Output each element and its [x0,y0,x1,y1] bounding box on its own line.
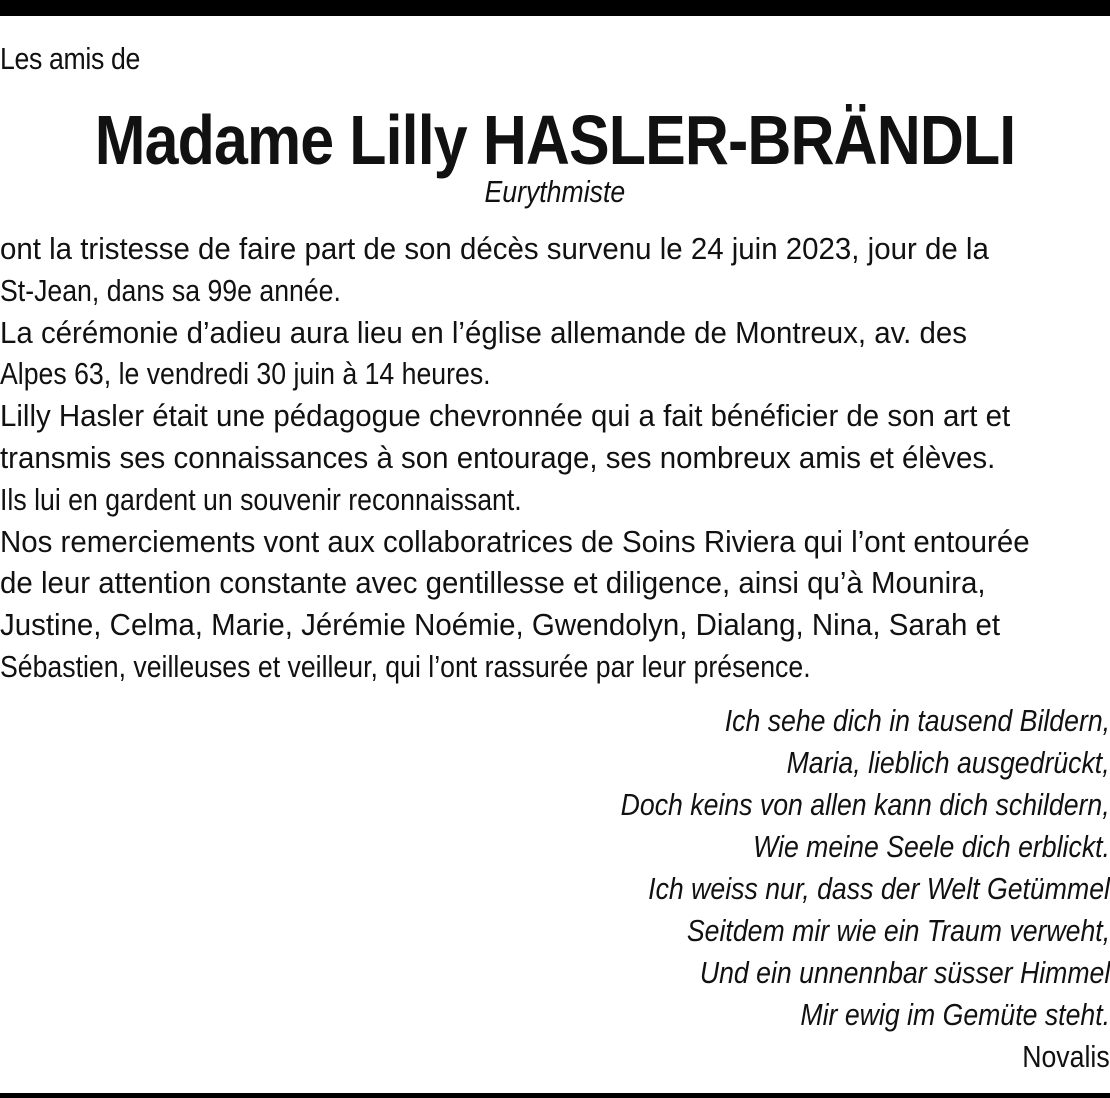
poem-line [0,952,1110,994]
body-line-text: Justine, Celma, Marie, Jérémie Noémie, Gwendolyn, Dialang, Nina, Sarah et [0,607,1001,643]
poem-line [0,742,1110,784]
poem-line [0,994,1110,1036]
announcement-body [0,228,1110,688]
poem-author [0,1036,1110,1078]
body-line [0,562,1110,604]
body-line-text: La cérémonie d’adieu aura lieu en l’église allemande de Montreux, av. des [0,314,967,350]
bottom-border-rule [0,1093,1110,1098]
body-line-text: ont la tristesse de faire part de son décès survenu le 24 juin 2023, jour de la [0,231,989,266]
body-line [0,479,1110,521]
profession [0,172,1110,212]
deceased-name-text: Madame Lilly HASLER-BRÄNDLI [94,101,1016,179]
deceased-name [0,102,1110,178]
poem-line [0,784,1110,826]
body-line-text: Nos remerciements vont aux collaboratrices de Soins Riviera qui l’ont entourée [0,523,1030,559]
body-line-text: Lilly Hasler était une pédagogue chevronnée qui a fait bénéficier de son art et [0,398,1011,434]
poem-author-text: Novalis [1022,1039,1110,1074]
body-line [0,521,1110,563]
body-line-text: Sébastien, veilleuses et veilleur, qui l’ont rassurée par leur présence. [0,648,811,684]
poem-line-text: Seitdem mir wie ein Traum verweht, [686,913,1110,948]
body-line [0,270,1110,312]
body-line [0,353,1110,395]
body-line [0,604,1110,646]
poem-line-text: Doch keins von allen kann dich schildern, [620,787,1110,822]
body-line [0,312,1110,354]
poem-line [0,700,1110,742]
poem [0,700,1110,1078]
poem-line-text: Mir ewig im Gemüte steht. [800,997,1110,1032]
body-line [0,437,1110,479]
poem-line [0,910,1110,952]
body-line [0,228,1110,270]
top-border-rule [0,0,1110,16]
body-line-text: Ils lui en gardent un souvenir reconnaissant. [0,481,522,517]
body-line-text: Alpes 63, le vendredi 30 juin à 14 heures. [0,356,491,392]
intro-text: Les amis de [0,41,140,76]
profession-text: Eurythmiste [484,174,626,209]
poem-line-text: Ich sehe dich in tausend Bildern, [724,703,1110,738]
poem-line [0,868,1110,910]
poem-line-text: Und ein unnennbar süsser Himmel [699,955,1110,990]
poem-line-text: Ich weiss nur, dass der Welt Getümmel [648,871,1110,906]
poem-line [0,826,1110,868]
body-line [0,395,1110,437]
poem-line-text: Wie meine Seele dich erblickt. [753,829,1110,864]
body-line-text: transmis ses connaissances à son entourage, ses nombreux amis et élèves. [0,439,996,475]
body-line-text: de leur attention constante avec gentillesse et diligence, ainsi qu’à Mounira, [0,565,986,601]
body-line [0,646,1110,688]
body-line-text: St-Jean, dans sa 99e année. [0,272,341,308]
poem-line-text: Maria, lieblich ausgedrückt, [786,745,1110,780]
